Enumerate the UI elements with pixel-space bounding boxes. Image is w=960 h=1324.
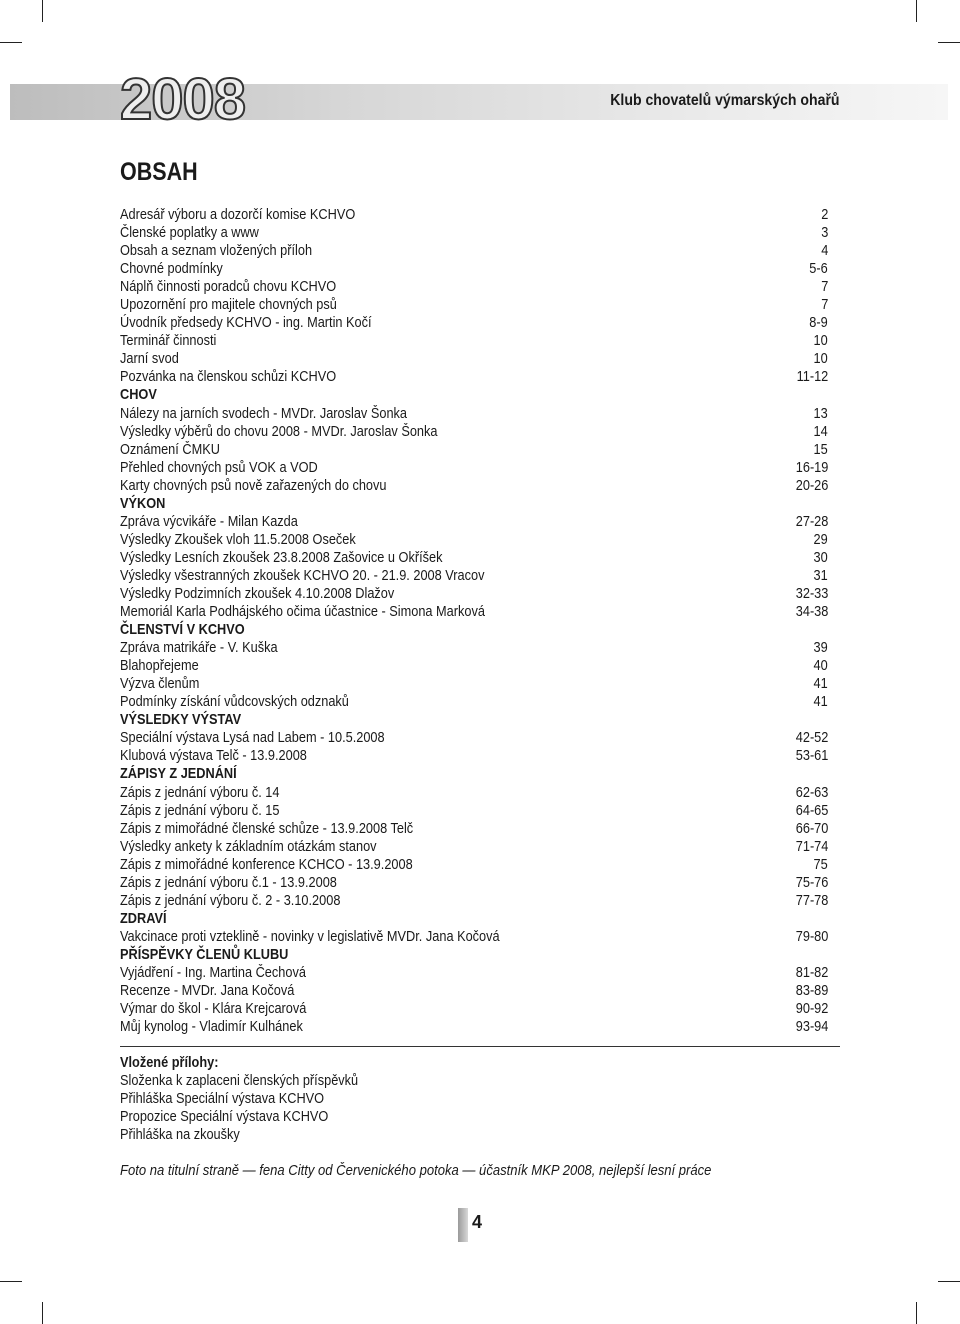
toc-entry-title: Oznámení ČMKU <box>120 440 220 458</box>
toc-entry-title: Zpráva výcvikáře - Milan Kazda <box>120 512 298 530</box>
crop-mark <box>938 1281 960 1282</box>
toc-entry-title: Vyjádření - Ing. Martina Čechová <box>120 963 306 981</box>
crop-mark <box>0 42 22 43</box>
toc-entry-page: 14 <box>813 422 828 440</box>
toc-entry-title: Výsledky ankety k základním otázkám stanov <box>120 837 377 855</box>
toc-entry-title: Obsah a seznam vložených příloh <box>120 242 313 260</box>
toc-entry-title: Chovné podmínky <box>120 260 223 278</box>
toc-entry-page: 16-19 <box>795 458 828 476</box>
toc-entry-title: Zpráva matrikáře - V. Kuška <box>120 639 278 657</box>
toc-entry-title: Recenze - MVDr. Jana Kočová <box>120 982 295 1000</box>
toc-entry-title: VÝSLEDKY VÝSTAV <box>120 711 242 729</box>
attachment-item: Složenka k zaplaceni členských příspěvků <box>120 1072 359 1089</box>
toc-entry-title: Výsledky Zkoušek vloh 11.5.2008 Oseček <box>120 530 356 548</box>
attachment-item: Propozice Speciální výstava KCHVO <box>120 1108 329 1125</box>
toc-entry <box>120 675 828 693</box>
attachment-item: Přihláška Speciální výstava KCHVO <box>120 1090 325 1107</box>
toc-entry-title: ČLENSTVÍ V KCHVO <box>120 621 245 639</box>
toc-entry-page: 27-28 <box>795 512 828 530</box>
toc-entry-title: CHOV <box>120 386 157 404</box>
toc-entry <box>120 892 828 910</box>
toc-entry-title: VÝKON <box>120 494 166 512</box>
attachments-list <box>120 1054 820 1144</box>
toc-entry-title: Jarní svod <box>120 350 179 368</box>
toc-entry-title: Zápis z jednání výboru č. 2 - 3.10.2008 <box>120 891 341 909</box>
toc-entry <box>120 278 828 296</box>
crop-mark <box>916 0 917 22</box>
toc-entry-title: Karty chovných psů nově zařazených do chovu <box>120 476 387 494</box>
toc-entry-page: 8-9 <box>809 314 828 332</box>
toc-entry <box>120 350 828 368</box>
page-title: OBSAH <box>120 158 198 186</box>
toc-entry-page: 42-52 <box>795 729 828 747</box>
toc-entry-title: Členské poplatky a www <box>120 224 259 242</box>
photo-caption: Foto na titulní straně — fena Citty od Červenického potoka — účastník MKP 2008, nejlepší lesní práce <box>120 1162 712 1179</box>
toc-entry-title: Zápis z mimořádné konference KCHCO - 13.9.2008 <box>120 855 413 873</box>
toc-entry-page: 40 <box>813 657 828 675</box>
toc-entry-page: 53-61 <box>795 747 828 765</box>
toc-entry-title: Výmar do škol - Klára Krejcarová <box>120 1000 307 1018</box>
toc-entry-title: Pozvánka na členskou schůzi KCHVO <box>120 368 337 386</box>
table-of-contents <box>120 206 828 1036</box>
toc-entry <box>120 693 828 711</box>
toc-entry-page: 81-82 <box>795 963 828 981</box>
toc-entry-page: 15 <box>813 440 828 458</box>
toc-entry-page: 77-78 <box>795 891 828 909</box>
toc-entry-page: 3 <box>820 224 828 242</box>
toc-entry-page: 5-6 <box>809 260 828 278</box>
toc-entry-title: Výzva členům <box>120 675 200 693</box>
toc-section-heading <box>120 946 828 964</box>
crop-mark <box>0 1281 22 1282</box>
toc-entry-title: Výsledky Lesních zkoušek 23.8.2008 Zašovice u Okříšek <box>120 548 443 566</box>
toc-entry <box>120 838 828 856</box>
toc-entry <box>120 784 828 802</box>
toc-section-heading <box>120 711 828 729</box>
toc-entry-page: 29 <box>813 530 828 548</box>
toc-entry <box>120 1000 828 1018</box>
toc-entry <box>120 368 828 386</box>
toc-entry <box>120 549 828 567</box>
toc-entry-page: 66-70 <box>795 819 828 837</box>
toc-entry-title: Výsledky Podzimních zkoušek 4.10.2008 Dlažov <box>120 584 395 602</box>
toc-section-heading <box>120 621 828 639</box>
page-number-box <box>458 1208 468 1242</box>
toc-entry-title: Zápis z jednání výboru č. 14 <box>120 783 280 801</box>
toc-entry-title: Vakcinace proti vzteklině - novinky v legislativě MVDr. Jana Kočová <box>120 927 500 945</box>
toc-entry <box>120 242 828 260</box>
toc-entry <box>120 982 828 1000</box>
toc-entry-title: PŘÍSPĚVKY ČLENŮ KLUBU <box>120 945 289 963</box>
toc-entry-title: Zápis z mimořádné členské schůze - 13.9.2008 Telč <box>120 819 414 837</box>
toc-entry-title: ZDRAVÍ <box>120 909 167 927</box>
toc-entry <box>120 585 828 603</box>
divider <box>120 1046 840 1047</box>
toc-entry-title: Nálezy na jarních svodech - MVDr. Jaroslav Šonka <box>120 404 408 422</box>
toc-section-heading <box>120 765 828 783</box>
toc-entry <box>120 477 828 495</box>
crop-mark <box>938 42 960 43</box>
toc-entry <box>120 441 828 459</box>
header-club-name: Klub chovatelů výmarských ohařů <box>610 92 840 109</box>
toc-entry <box>120 657 828 675</box>
toc-entry-title: Speciální výstava Lysá nad Labem - 10.5.2008 <box>120 729 385 747</box>
toc-entry-page: 30 <box>813 548 828 566</box>
toc-entry-page: 7 <box>820 296 828 314</box>
toc-entry-title: Výsledky výběrů do chovu 2008 - MVDr. Jaroslav Šonka <box>120 422 438 440</box>
toc-entry-title: Podmínky získání vůdcovských odznaků <box>120 693 349 711</box>
toc-entry-page: 2 <box>820 206 828 223</box>
toc-entry-title: Terminář činnosti <box>120 332 217 350</box>
toc-entry-page: 64-65 <box>795 801 828 819</box>
toc-entry-page: 79-80 <box>795 927 828 945</box>
toc-entry-page: 13 <box>813 404 828 422</box>
toc-entry-page: 20-26 <box>795 476 828 494</box>
toc-section-heading <box>120 495 828 513</box>
toc-entry <box>120 820 828 838</box>
crop-mark <box>42 1302 43 1324</box>
toc-entry-page: 10 <box>813 350 828 368</box>
toc-entry <box>120 639 828 657</box>
toc-entry-page: 32-33 <box>795 584 828 602</box>
toc-entry-title: Memoriál Karla Podhájského očima účastnice - Simona Marková <box>120 603 485 621</box>
toc-entry-page: 93-94 <box>795 1018 828 1036</box>
toc-entry <box>120 405 828 423</box>
toc-entry-page: 62-63 <box>795 783 828 801</box>
toc-entry-title: Upozornění pro majitele chovných psů <box>120 296 337 314</box>
toc-entry-page: 83-89 <box>795 982 828 1000</box>
toc-entry-title: Zápis z jednání výboru č.1 - 13.9.2008 <box>120 873 337 891</box>
toc-entry-page: 34-38 <box>795 603 828 621</box>
toc-entry <box>120 206 828 224</box>
toc-entry <box>120 802 828 820</box>
toc-entry <box>120 856 828 874</box>
toc-entry <box>120 874 828 892</box>
toc-entry-page: 11-12 <box>796 368 828 386</box>
toc-entry-page: 41 <box>813 693 828 711</box>
toc-entry-page: 75 <box>813 855 828 873</box>
toc-entry <box>120 314 828 332</box>
toc-entry-title: Můj kynolog - Vladimír Kulhánek <box>120 1018 303 1036</box>
crop-mark <box>916 1302 917 1324</box>
toc-entry-page: 71-74 <box>795 837 828 855</box>
toc-entry <box>120 729 828 747</box>
toc-entry-page: 10 <box>813 332 828 350</box>
toc-entry-page: 39 <box>813 639 828 657</box>
toc-entry-title: Úvodník předsedy KCHVO - ing. Martin Kočí <box>120 314 372 332</box>
crop-mark <box>42 0 43 22</box>
toc-entry <box>120 224 828 242</box>
toc-entry-title: Přehled chovných psů VOK a VOD <box>120 458 318 476</box>
toc-entry-page: 41 <box>813 675 828 693</box>
toc-entry <box>120 1018 828 1036</box>
toc-entry <box>120 928 828 946</box>
toc-entry <box>120 747 828 765</box>
toc-entry <box>120 459 828 477</box>
toc-entry-page: 75-76 <box>795 873 828 891</box>
toc-entry <box>120 332 828 350</box>
header-year: 2008 <box>120 67 246 132</box>
toc-entry <box>120 260 828 278</box>
toc-entry-title: Klubová výstava Telč - 13.9.2008 <box>120 747 307 765</box>
toc-entry-title: Adresář výboru a dozorčí komise KCHVO <box>120 206 356 223</box>
attachment-item: Přihláška na zkoušky <box>120 1126 240 1143</box>
attachments-heading: Vložené přílohy: <box>120 1054 219 1071</box>
toc-entry-title: Blahopřejeme <box>120 657 199 675</box>
toc-entry <box>120 513 828 531</box>
toc-entry-page: 90-92 <box>795 1000 828 1018</box>
toc-entry-title: Náplň činnosti poradců chovu KCHVO <box>120 278 337 296</box>
toc-entry <box>120 296 828 314</box>
toc-section-heading <box>120 910 828 928</box>
toc-entry <box>120 603 828 621</box>
toc-section-heading <box>120 386 828 404</box>
toc-entry <box>120 964 828 982</box>
toc-entry-page: 7 <box>820 278 828 296</box>
toc-entry-title: Výsledky všestranných zkoušek KCHVO 20. - 21.9. 2008 Vracov <box>120 566 485 584</box>
toc-entry-page: 31 <box>813 566 828 584</box>
toc-entry-page: 4 <box>820 242 828 260</box>
toc-entry-title: ZÁPISY Z JEDNÁNÍ <box>120 765 237 783</box>
page-number: 4 <box>472 1212 483 1232</box>
toc-entry <box>120 531 828 549</box>
toc-entry <box>120 423 828 441</box>
toc-entry-title: Zápis z jednání výboru č. 15 <box>120 801 280 819</box>
toc-entry <box>120 567 828 585</box>
